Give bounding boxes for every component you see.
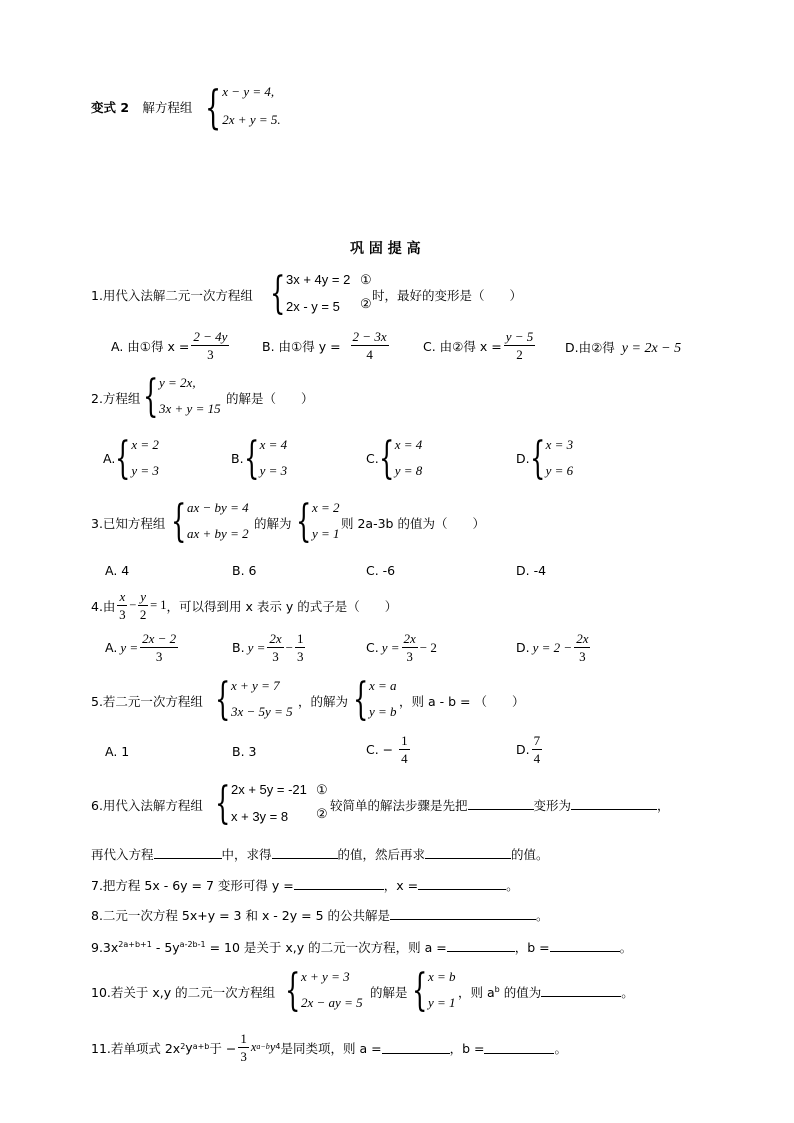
q3-suffix: 则 2a-3b 的值为（ ） bbox=[341, 516, 485, 531]
left-brace-icon: { bbox=[215, 674, 231, 725]
q4-option-a-lhs: y = bbox=[120, 639, 139, 655]
q7-text2: ，x = bbox=[383, 878, 419, 893]
q4-option-b-num2: 1 bbox=[296, 631, 304, 646]
q1-option-a-num: 2 − 4y bbox=[193, 329, 228, 344]
variant-system bbox=[205, 80, 281, 134]
q2-option-c-eq2: y = 8 bbox=[394, 463, 423, 478]
left-brace-icon: { bbox=[115, 433, 131, 484]
q5-suffix: ，则 a - b = （ ） bbox=[399, 694, 525, 709]
q11-t7: 。 bbox=[554, 1040, 567, 1056]
q4-option-c-label: C. bbox=[366, 640, 379, 655]
q3-prefix: 3.已知方程组 bbox=[91, 516, 166, 531]
q7-text3: 。 bbox=[506, 878, 519, 893]
q1-option-d bbox=[565, 338, 681, 357]
q2-option-a-label: A. bbox=[103, 450, 116, 466]
q1-mark1: ① bbox=[360, 272, 372, 287]
q11-t2: 于 − bbox=[209, 1040, 237, 1056]
q8-text2: 。 bbox=[536, 908, 549, 923]
q4-frac2-den: 2 bbox=[139, 607, 147, 622]
left-brace-icon: { bbox=[243, 433, 259, 484]
q1-option-b-den: 4 bbox=[366, 347, 373, 362]
q3-option-c: C. -6 bbox=[366, 563, 396, 578]
q4-option-c-lhs: y = bbox=[381, 639, 400, 655]
q10-sol1: x = b bbox=[428, 969, 456, 984]
left-brace-icon: { bbox=[353, 674, 369, 725]
q2-eq2: 3x + y = 15 bbox=[159, 401, 221, 416]
q9-t4: 。 bbox=[619, 940, 633, 955]
q10-sup: b bbox=[494, 985, 500, 994]
q3-sol1: x = 2 bbox=[312, 500, 340, 515]
q6-blank1[interactable] bbox=[468, 797, 534, 810]
q2-option-a-eq2: y = 3 bbox=[131, 463, 159, 478]
q2-option-c-eq1: x = 4 bbox=[394, 437, 423, 452]
q4-option-b-op: − bbox=[285, 639, 293, 655]
q5-option-a: A. 1 bbox=[105, 744, 130, 759]
q3-option-d: D. -4 bbox=[516, 563, 547, 578]
q4-option-d-lhs: y = 2 − bbox=[532, 639, 573, 655]
q4-option-b-den1: 3 bbox=[272, 649, 279, 664]
q9-line bbox=[91, 938, 632, 956]
q4-option-b-num1: 2x bbox=[269, 631, 282, 646]
q2-option-c bbox=[366, 433, 423, 484]
q4-frac2-num: y bbox=[140, 589, 147, 604]
q10-t3: 。 bbox=[621, 985, 634, 1000]
q9-sup2: a-2b-1 bbox=[179, 940, 206, 949]
q6-eq1: 2x + 5y = -21 bbox=[231, 782, 307, 797]
q1-eq2: 2x - y = 5 bbox=[286, 299, 340, 314]
variant-text: 解方程组 bbox=[142, 100, 193, 115]
q1-eq1: 3x + 4y = 2 bbox=[286, 272, 351, 287]
q1-option-c-den: 2 bbox=[516, 347, 523, 362]
q9-t2: = 10 是关于 x,y 的二元一次方程，则 a = bbox=[205, 940, 447, 955]
q3-option-a: A. 4 bbox=[105, 563, 130, 578]
q9-blank1[interactable] bbox=[447, 939, 515, 952]
q10-t2: 的值为 bbox=[499, 985, 542, 1000]
left-brace-icon: { bbox=[143, 371, 159, 422]
q5-eq1: x + y = 7 bbox=[231, 678, 280, 693]
q6-prefix: 6.用代入法解方程组 bbox=[91, 798, 203, 813]
q2-option-b-eq1: x = 4 bbox=[259, 437, 288, 452]
q10-tail bbox=[458, 983, 634, 1001]
q8-line bbox=[91, 906, 549, 924]
q11-blank2[interactable] bbox=[484, 1041, 554, 1054]
left-brace-icon: { bbox=[412, 965, 428, 1016]
left-brace-icon: { bbox=[205, 80, 222, 134]
q7-text1: 7.把方程 5x - 6y = 7 变形可得 y = bbox=[91, 878, 294, 893]
q6-blank5[interactable] bbox=[425, 846, 511, 859]
q11-t5: 是同类项，则 a = bbox=[280, 1040, 382, 1056]
left-brace-icon: { bbox=[270, 268, 286, 319]
left-brace-icon: { bbox=[529, 433, 546, 484]
q10-solution bbox=[412, 965, 456, 1016]
q4-option-c-den: 3 bbox=[406, 649, 413, 664]
q5-solution bbox=[353, 674, 397, 725]
q1-option-c bbox=[423, 328, 537, 363]
q5-system bbox=[215, 674, 293, 725]
q4-prefix: 4.由 bbox=[91, 598, 116, 614]
q4-minus: − bbox=[129, 598, 137, 612]
q10-mid: 的解是 bbox=[370, 985, 408, 1000]
q1-option-a bbox=[111, 328, 231, 363]
q11-frac-den: 3 bbox=[240, 1049, 247, 1064]
q7-blank1[interactable] bbox=[294, 877, 384, 890]
q6-blank4[interactable] bbox=[272, 846, 338, 859]
q6-mark2: ② bbox=[316, 806, 328, 821]
q1-option-a-den: 3 bbox=[207, 347, 214, 362]
q2-prefix: 2.方程组 bbox=[91, 391, 141, 406]
q2-option-d-eq1: x = 3 bbox=[545, 437, 574, 452]
q5-option-d-num: 7 bbox=[533, 733, 541, 748]
q6-blank3[interactable] bbox=[154, 846, 222, 859]
q2-option-d bbox=[516, 433, 574, 484]
q4-option-d-num: 2x bbox=[576, 631, 589, 646]
q5-option-d-den: 4 bbox=[533, 751, 541, 766]
q10-eq2: 2x − ay = 5 bbox=[301, 995, 363, 1010]
q3-system bbox=[171, 496, 249, 547]
q8-text1: 8.二元一次方程 5x+y = 3 和 x - 2y = 5 的公共解是 bbox=[91, 908, 390, 923]
q6-line2 bbox=[91, 845, 549, 863]
q7-blank2[interactable] bbox=[418, 877, 506, 890]
q6-blank2[interactable] bbox=[571, 797, 657, 810]
q4-option-a-label: A. bbox=[105, 640, 118, 655]
q3-eq2: ax + by = 2 bbox=[187, 526, 249, 541]
q10-system bbox=[285, 965, 363, 1016]
q1-option-b-label: B. 由①得 y = bbox=[262, 338, 341, 354]
q11-sup2: a+b bbox=[192, 1042, 210, 1051]
q6-text2: 变形为 bbox=[533, 798, 572, 813]
q10-prefix: 10.若关于 x,y 的二元一次方程组 bbox=[91, 985, 276, 1000]
q1-option-c-label: C. 由②得 x = bbox=[423, 338, 502, 354]
q11-t4: y bbox=[269, 1040, 276, 1054]
left-brace-icon: { bbox=[285, 965, 301, 1016]
left-brace-icon: { bbox=[171, 496, 187, 547]
q5-option-c-label: C. − bbox=[366, 742, 394, 757]
q6-text3: ， bbox=[657, 798, 670, 813]
q5-option-c-den: 4 bbox=[401, 751, 408, 766]
variant-eq2: 2x + y = 5. bbox=[222, 112, 281, 127]
q5-prefix: 5.若二元一次方程组 bbox=[91, 694, 203, 709]
q2-option-d-eq2: y = 6 bbox=[545, 463, 574, 478]
q2-suffix: 的解是（ ） bbox=[226, 391, 314, 406]
q4-option-d bbox=[516, 630, 592, 665]
q11-line bbox=[91, 1030, 567, 1065]
q6-mark1: ① bbox=[316, 782, 328, 797]
q11-t6: ，b = bbox=[449, 1040, 485, 1056]
left-brace-icon: { bbox=[296, 496, 312, 547]
q5-option-c bbox=[366, 732, 412, 767]
q2-option-a-eq1: x = 2 bbox=[131, 437, 159, 452]
q11-sup4: 4 bbox=[275, 1042, 281, 1051]
q10-sol2: y = 1 bbox=[428, 995, 456, 1010]
q2-option-a bbox=[103, 433, 159, 484]
q1-system bbox=[270, 268, 351, 319]
q10-blank[interactable] bbox=[541, 984, 621, 997]
q4-option-c bbox=[366, 630, 437, 665]
q7-line bbox=[91, 876, 519, 894]
q4-option-a-num: 2x − 2 bbox=[142, 631, 177, 646]
variant-label: 变式 2 bbox=[91, 100, 130, 115]
q6-line2-a: 再代入方程 bbox=[91, 847, 154, 862]
q11-t3: x bbox=[250, 1040, 257, 1054]
q11-sup3: a−b bbox=[256, 1042, 270, 1051]
q3-solution bbox=[296, 496, 340, 547]
q2-option-d-label: D. bbox=[516, 450, 530, 466]
q2-option-b-label: B. bbox=[231, 450, 244, 466]
q11-frac-num: 1 bbox=[240, 1031, 247, 1046]
q10-eq1: x + y = 3 bbox=[301, 969, 350, 984]
q6-line1-tail bbox=[330, 796, 670, 814]
q1-option-c-num: y − 5 bbox=[505, 329, 534, 344]
q1-option-b bbox=[262, 328, 391, 363]
q4-option-d-label: D. bbox=[516, 640, 530, 655]
q1-option-a-label: A. 由①得 x = bbox=[111, 338, 190, 354]
variant-heading bbox=[91, 98, 192, 116]
q4-option-a bbox=[105, 630, 180, 665]
q6-text1: 较简单的解法步骤是先把 bbox=[330, 798, 468, 813]
q6-line2-c: 的值，然后再求 bbox=[337, 847, 426, 862]
q1-mark2: ② bbox=[360, 296, 372, 311]
q11-blank1[interactable] bbox=[382, 1041, 450, 1054]
q1-prefix: 1.用代入法解二元一次方程组 bbox=[91, 288, 253, 303]
q2-system bbox=[143, 371, 221, 422]
q9-blank2[interactable] bbox=[550, 939, 620, 952]
q5-option-b: B. 3 bbox=[232, 744, 257, 759]
q6-line2-d: 的值。 bbox=[511, 847, 549, 862]
q9-t0: 9.3x bbox=[91, 940, 119, 955]
q4-frac1-den: 3 bbox=[119, 607, 126, 622]
q2-option-b-eq2: y = 3 bbox=[259, 463, 288, 478]
q4-option-b bbox=[232, 630, 307, 665]
q6-system bbox=[215, 778, 307, 829]
q4-option-c-tail: − 2 bbox=[419, 639, 437, 655]
q9-sup1: 2a+b+1 bbox=[118, 940, 152, 949]
q4-option-c-num: 2x bbox=[403, 631, 416, 646]
q6-line2-b: 中，求得 bbox=[221, 847, 272, 862]
q1-option-d-expr: y = 2x − 5 bbox=[621, 341, 682, 356]
variant-eq1: x − y = 4, bbox=[222, 84, 275, 99]
q4-line bbox=[91, 588, 397, 623]
q9-t3: ，b = bbox=[514, 940, 550, 955]
q1-option-d-label: D.由②得 bbox=[565, 340, 615, 355]
q1-option-b-num: 2 − 3x bbox=[352, 329, 387, 344]
q5-eq2: 3x − 5y = 5 bbox=[231, 704, 293, 719]
q1-suffix: 时，最好的变形是（ ） bbox=[372, 288, 523, 303]
q4-option-d-den: 3 bbox=[579, 649, 586, 664]
q4-option-b-lhs: y = bbox=[247, 639, 266, 655]
q11-sup1: 2 bbox=[180, 1042, 186, 1051]
q5-mid: ，的解为 bbox=[298, 694, 349, 709]
q4-eq: = 1 bbox=[150, 598, 167, 612]
q3-option-b: B. 6 bbox=[232, 563, 257, 578]
q2-option-c-label: C. bbox=[366, 450, 379, 466]
q4-option-b-label: B. bbox=[232, 640, 245, 655]
q2-eq1: y = 2x, bbox=[159, 375, 196, 390]
q5-sol1: x = a bbox=[369, 678, 397, 693]
q3-mid: 的解为 bbox=[254, 516, 292, 531]
q5-option-d bbox=[516, 732, 544, 767]
q3-eq1: ax − by = 4 bbox=[187, 500, 249, 515]
q3-sol2: y = 1 bbox=[312, 526, 340, 541]
section-title: 巩 固 提 高 bbox=[350, 241, 421, 257]
q11-t1: y bbox=[185, 1040, 193, 1055]
q8-blank[interactable] bbox=[390, 907, 536, 920]
q10-t1: ，则 a bbox=[458, 985, 495, 1000]
q5-option-c-num: 1 bbox=[401, 733, 408, 748]
q6-eq2: x + 3y = 8 bbox=[231, 809, 289, 824]
q5-option-d-label: D. bbox=[516, 742, 530, 757]
left-brace-icon: { bbox=[378, 433, 395, 484]
q4-suffix: ，可以得到用 x 表示 y 的式子是（ ） bbox=[166, 598, 398, 614]
q4-option-a-den: 3 bbox=[155, 649, 163, 664]
left-brace-icon: { bbox=[215, 778, 231, 829]
q5-sol2: y = b bbox=[369, 704, 397, 719]
q4-option-b-den2: 3 bbox=[296, 649, 304, 664]
q9-t1: - 5y bbox=[151, 940, 180, 955]
q4-frac1-num: x bbox=[119, 589, 126, 604]
q11-t0: 11.若单项式 2x bbox=[91, 1040, 181, 1056]
q2-option-b bbox=[231, 433, 288, 484]
